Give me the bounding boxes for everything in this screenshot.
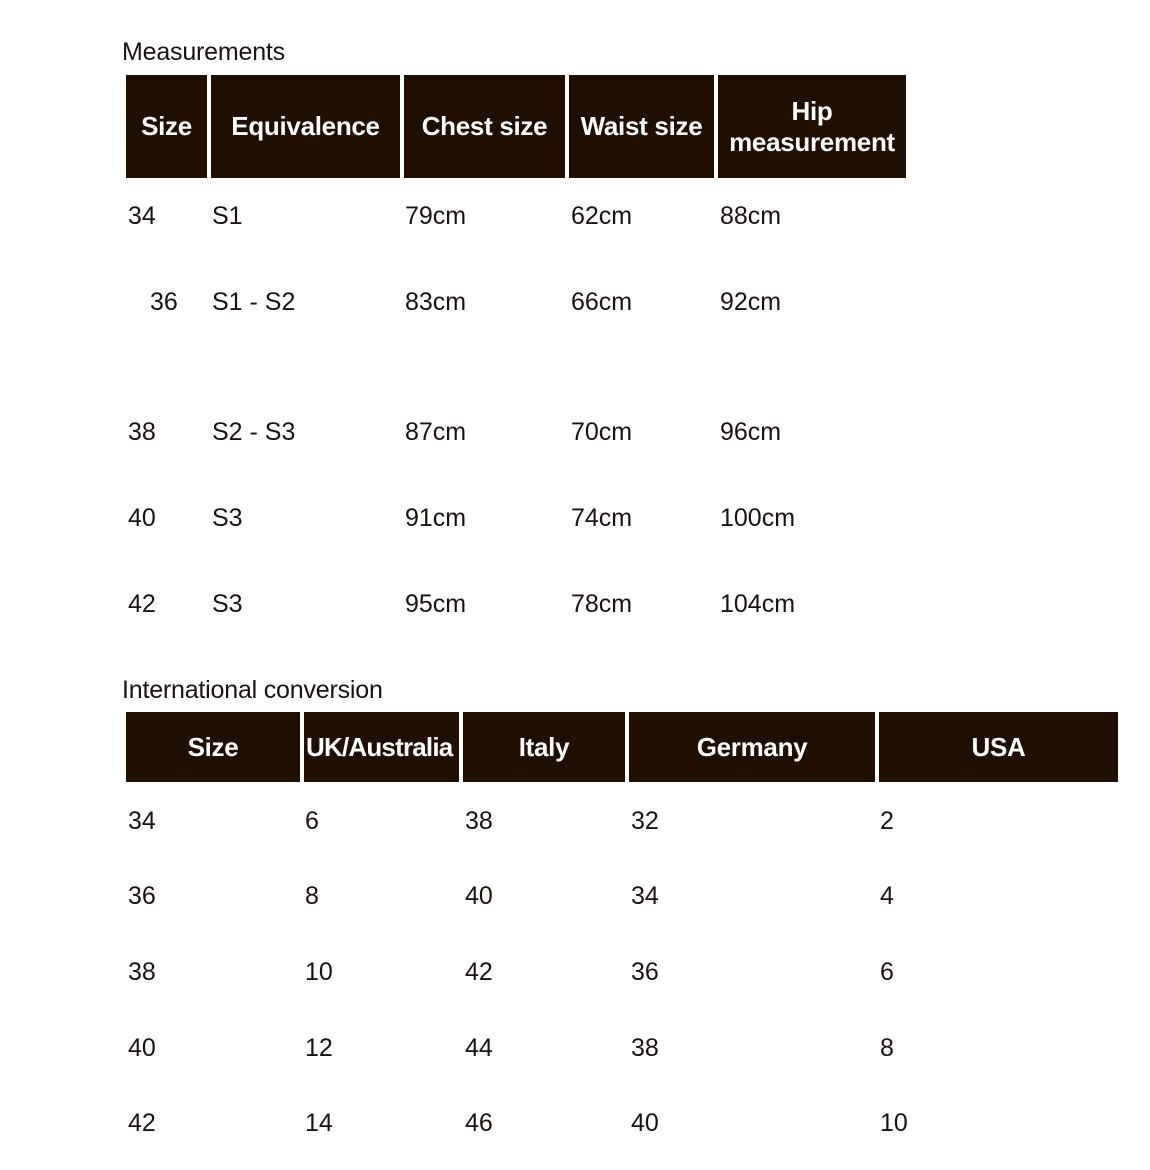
cell-chest: 91cm xyxy=(405,504,467,532)
header-uk-australia: UK/Australia xyxy=(304,712,459,782)
cell-hip: 88cm xyxy=(720,202,782,230)
cell-chest: 95cm xyxy=(405,590,467,618)
cell-waist: 70cm xyxy=(571,418,633,446)
cell-size: 38 xyxy=(128,418,156,446)
cell-equivalence: S2 - S3 xyxy=(212,418,296,446)
cell-chest: 79cm xyxy=(405,202,467,230)
cell-germany: 32 xyxy=(631,807,659,835)
cell-usa: 4 xyxy=(880,882,894,910)
cell-waist: 62cm xyxy=(571,202,633,230)
cell-equivalence: S3 xyxy=(212,504,243,532)
cell-size: 42 xyxy=(128,1109,156,1137)
cell-size: 34 xyxy=(128,202,156,230)
cell-waist: 74cm xyxy=(571,504,633,532)
header-size: Size xyxy=(126,75,207,178)
cell-hip: 96cm xyxy=(720,418,782,446)
conversion-title: International conversion xyxy=(122,676,383,704)
cell-hip: 100cm xyxy=(720,504,796,532)
header-italy: Italy xyxy=(463,712,625,782)
cell-size: 36 xyxy=(128,882,156,910)
cell-chest: 83cm xyxy=(405,288,467,316)
cell-waist: 78cm xyxy=(571,590,633,618)
cell-italy: 40 xyxy=(465,882,493,910)
cell-uk-australia: 8 xyxy=(305,882,319,910)
cell-size: 38 xyxy=(128,958,156,986)
header-germany: Germany xyxy=(629,712,875,782)
cell-hip: 92cm xyxy=(720,288,782,316)
cell-chest: 87cm xyxy=(405,418,467,446)
cell-uk-australia: 6 xyxy=(305,807,319,835)
cell-uk-australia: 10 xyxy=(305,958,333,986)
cell-usa: 8 xyxy=(880,1034,894,1062)
header-size: Size xyxy=(126,712,300,782)
header-usa: USA xyxy=(879,712,1118,782)
cell-equivalence: S1 xyxy=(212,202,243,230)
cell-size: 36 xyxy=(150,288,178,316)
cell-germany: 40 xyxy=(631,1109,659,1137)
header-waist-size: Waist size xyxy=(569,75,714,178)
cell-size: 40 xyxy=(128,504,156,532)
cell-italy: 38 xyxy=(465,807,493,835)
cell-germany: 34 xyxy=(631,882,659,910)
cell-italy: 44 xyxy=(465,1034,493,1062)
cell-italy: 46 xyxy=(465,1109,493,1137)
cell-uk-australia: 12 xyxy=(305,1034,333,1062)
cell-hip: 104cm xyxy=(720,590,796,618)
cell-equivalence: S3 xyxy=(212,590,243,618)
header-chest-size: Chest size xyxy=(404,75,565,178)
cell-germany: 38 xyxy=(631,1034,659,1062)
cell-italy: 42 xyxy=(465,958,493,986)
cell-size: 40 xyxy=(128,1034,156,1062)
cell-germany: 36 xyxy=(631,958,659,986)
cell-size: 42 xyxy=(128,590,156,618)
header-equivalence: Equivalence xyxy=(211,75,400,178)
measurements-title: Measurements xyxy=(122,38,285,66)
cell-usa: 2 xyxy=(880,807,894,835)
cell-waist: 66cm xyxy=(571,288,633,316)
cell-size: 34 xyxy=(128,807,156,835)
cell-usa: 6 xyxy=(880,958,894,986)
header-hip-measurement: Hip measurement xyxy=(718,75,906,178)
cell-uk-australia: 14 xyxy=(305,1109,333,1137)
cell-equivalence: S1 - S2 xyxy=(212,288,296,316)
cell-usa: 10 xyxy=(880,1109,908,1137)
